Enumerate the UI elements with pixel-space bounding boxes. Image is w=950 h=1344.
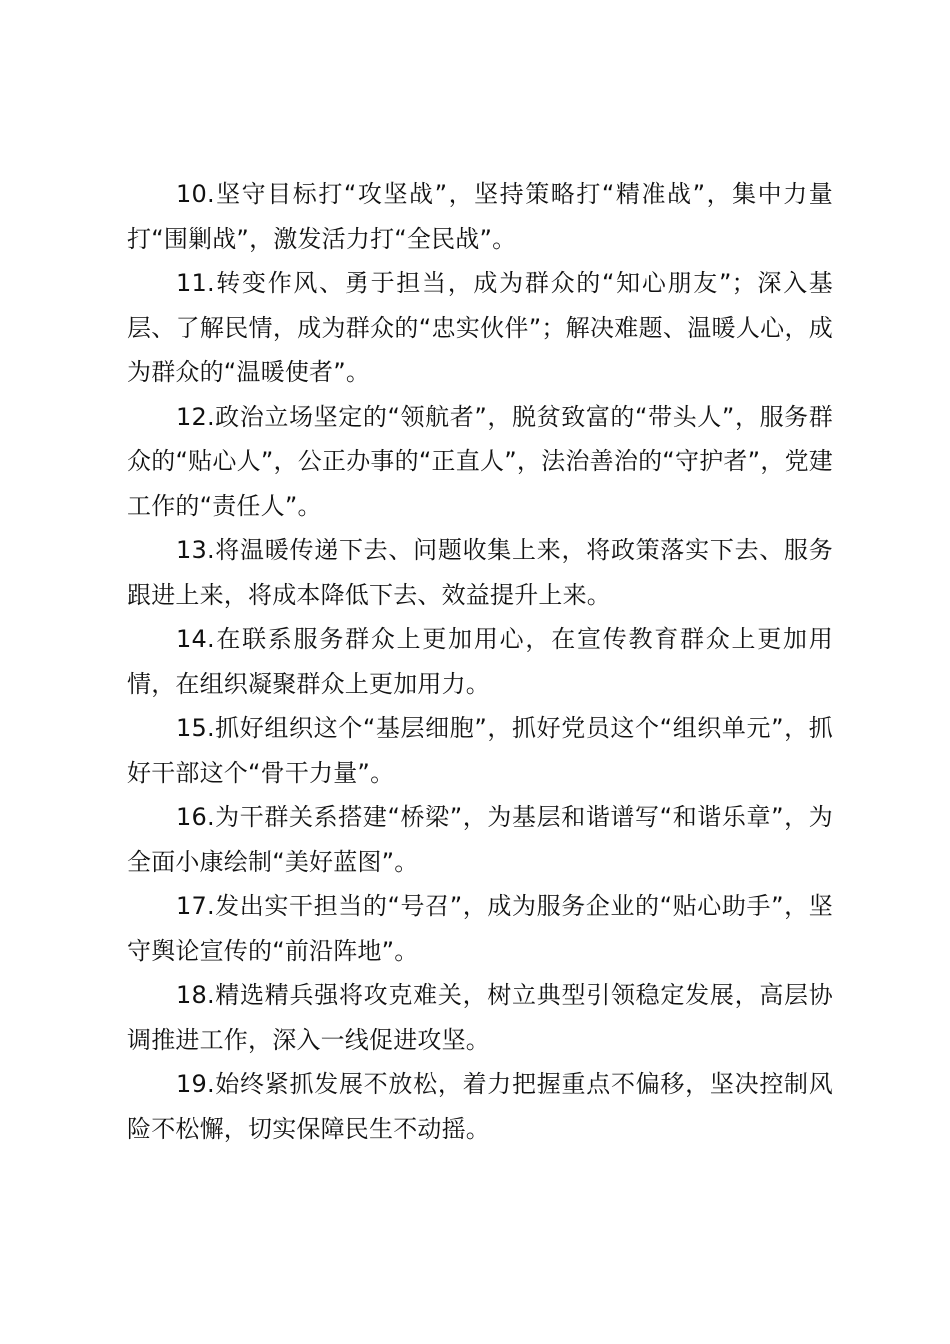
paragraph-12: 12.政治立场坚定的“领航者”，脱贫致富的“带头人”，服务群众的“贴心人”，公正办事的“正直人”，法治善治的“守护者”，党建工作的“责任人”。 — [127, 402, 833, 520]
document-body — [127, 172, 833, 1151]
paragraph-10: 10.坚守目标打“攻坚战”，坚持策略打“精准战”，集中力量打“围剿战”，激发活力打“全民战”。 — [127, 180, 833, 253]
paragraph-19: 19.始终紧抓发展不放松，着力把握重点不偏移，坚决控制风险不松懈，切实保障民生不动摇。 — [127, 1070, 833, 1143]
paragraph-13: 13.将温暖传递下去、问题收集上来，将政策落实下去、服务跟进上来，将成本降低下去、效益提升上来。 — [127, 536, 833, 609]
paragraph-14: 14.在联系服务群众上更加用心，在宣传教育群众上更加用情，在组织凝聚群众上更加用力。 — [127, 625, 833, 698]
paragraph-18: 18.精选精兵强将攻克难关，树立典型引领稳定发展，高层协调推进工作，深入一线促进攻坚。 — [127, 981, 833, 1054]
paragraph-11: 11.转变作风、勇于担当，成为群众的“知心朋友”；深入基层、了解民情，成为群众的“忠实伙伴”；解决难题、温暖人心，成为群众的“温暖使者”。 — [127, 269, 833, 386]
paragraph-17: 17.发出实干担当的“号召”，成为服务企业的“贴心助手”，坚守舆论宣传的“前沿阵地”。 — [127, 892, 833, 965]
paragraph-15: 15.抓好组织这个“基层细胞”，抓好党员这个“组织单元”，抓好干部这个“骨干力量”。 — [127, 714, 833, 787]
paragraph-16: 16.为干群关系搭建“桥梁”，为基层和谐谱写“和谐乐章”，为全面小康绘制“美好蓝图”。 — [127, 803, 833, 876]
